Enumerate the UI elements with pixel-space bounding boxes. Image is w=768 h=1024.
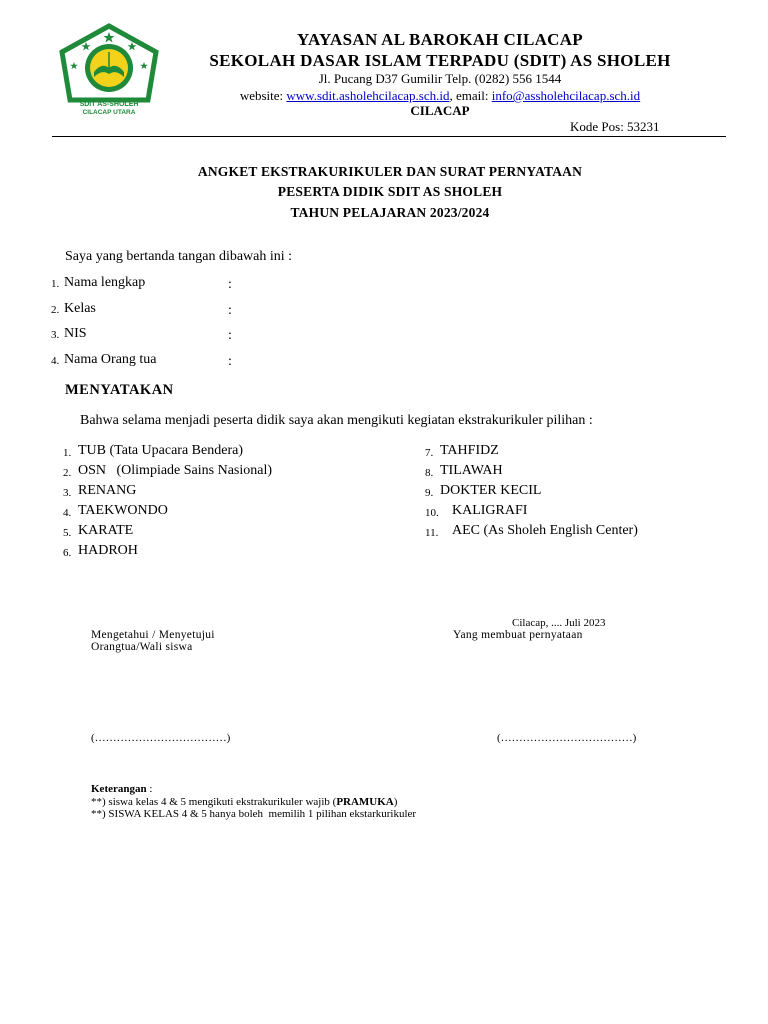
- option-number: 7.: [425, 447, 434, 459]
- guardian-signature-blank: (………………………………): [91, 732, 231, 744]
- intro-text: Saya yang bertanda tangan dibawah ini :: [65, 249, 293, 264]
- notes-heading: Keterangan: [91, 783, 147, 795]
- field-number: 2.: [51, 304, 60, 316]
- option-osn: OSN (Olimpiade Sains Nasional): [78, 463, 273, 478]
- note-1-bold: PRAMUKA: [336, 796, 394, 808]
- note-1-prefix: **) siswa kelas 4 & 5 mengikuti ekstrakurikuler wajib (: [91, 796, 337, 808]
- option-number: 5.: [63, 527, 72, 539]
- option-tilawah: TILAWAH: [440, 463, 503, 478]
- document-title-line2: PESERTA DIDIK SDIT AS SHOLEH: [277, 184, 503, 199]
- option-number: 8.: [425, 467, 434, 479]
- field-colon: :: [228, 354, 232, 369]
- school-address: Jl. Pucang D37 Gumilir Telp. (0282) 556 1544: [318, 71, 562, 86]
- header-divider: [52, 136, 726, 137]
- option-number: 1.: [63, 447, 72, 459]
- field-label-nis: NIS: [64, 326, 87, 341]
- field-colon: :: [228, 277, 232, 292]
- option-number: 2.: [63, 467, 72, 479]
- option-dokter-kecil: DOKTER KECIL: [440, 483, 542, 498]
- option-tahfidz: TAHFIDZ: [440, 443, 499, 458]
- school-name: SEKOLAH DASAR ISLAM TERPADU (SDIT) AS SHOLEH: [209, 51, 671, 70]
- option-karate: KARATE: [78, 523, 134, 538]
- document-title-line3: TAHUN PELAJARAN 2023/2024: [290, 205, 490, 220]
- school-logo: [52, 22, 166, 120]
- foundation-name: YAYASAN AL BAROKAH CILACAP: [296, 30, 583, 49]
- declarant-signature-blank: (………………………………): [497, 732, 637, 744]
- note-1: [91, 796, 397, 808]
- contact-line: [170, 88, 710, 104]
- logo-text-1: SDIT AS-SHOLEH: [79, 101, 139, 108]
- field-label-nama-orang-tua: Nama Orang tua: [64, 352, 157, 367]
- notes-heading-suffix: :: [146, 783, 153, 795]
- field-number: 3.: [51, 329, 60, 341]
- field-number: 4.: [51, 355, 60, 367]
- option-number: 6.: [63, 547, 72, 559]
- field-label-kelas: Kelas: [64, 301, 96, 316]
- statement-heading: MENYATAKAN: [65, 382, 174, 398]
- declarant-label: Yang membuat pernyataan: [453, 629, 583, 641]
- document-title-line1: ANGKET EKSTRAKURIKULER DAN SURAT PERNYATAAN: [197, 164, 583, 179]
- option-number: 10.: [425, 507, 439, 519]
- guardian-label: Orangtua/Wali siswa: [91, 641, 193, 653]
- postal-code: Kode Pos: 53231: [570, 119, 660, 134]
- note-2: **) SISWA KELAS 4 & 5 hanya boleh memilih 1 pilihan ekstarkurikuler: [91, 808, 417, 820]
- statement-text: Bahwa selama menjadi peserta didik saya akan mengikuti kegiatan ekstrakurikuler pilihan :: [80, 413, 593, 428]
- website-label: website:: [239, 88, 287, 103]
- option-number: 3.: [63, 487, 72, 499]
- option-aec: AEC (As Sholeh English Center): [452, 523, 638, 538]
- field-colon: :: [228, 328, 232, 343]
- field-label-nama-lengkap: Nama lengkap: [64, 275, 146, 290]
- website-link[interactable]: www.sdit.asholehcilacap.sch.id: [286, 88, 450, 103]
- option-tub: TUB (Tata Upacara Bendera): [78, 443, 243, 458]
- city: CILACAP: [410, 103, 470, 118]
- notes-heading-line: [91, 783, 152, 795]
- option-number: 9.: [425, 487, 434, 499]
- option-taekwondo: TAEKWONDO: [78, 503, 168, 518]
- field-colon: :: [228, 303, 232, 318]
- approval-label: Mengetahui / Menyetujui: [91, 629, 215, 641]
- email-label: , email:: [449, 88, 492, 103]
- option-number: 4.: [63, 507, 72, 519]
- option-number: 11.: [425, 527, 439, 539]
- email-link[interactable]: info@assholehcilacap.sch.id: [491, 88, 641, 103]
- note-1-suffix: ): [393, 796, 398, 808]
- option-kaligrafi: KALIGRAFI: [452, 503, 528, 518]
- place-date: Cilacap, .... Juli 2023: [512, 617, 606, 629]
- logo-text-2: CILACAP UTARA: [82, 109, 136, 116]
- option-hadroh: HADROH: [78, 543, 138, 558]
- option-renang: RENANG: [78, 483, 137, 498]
- field-number: 1.: [51, 278, 60, 290]
